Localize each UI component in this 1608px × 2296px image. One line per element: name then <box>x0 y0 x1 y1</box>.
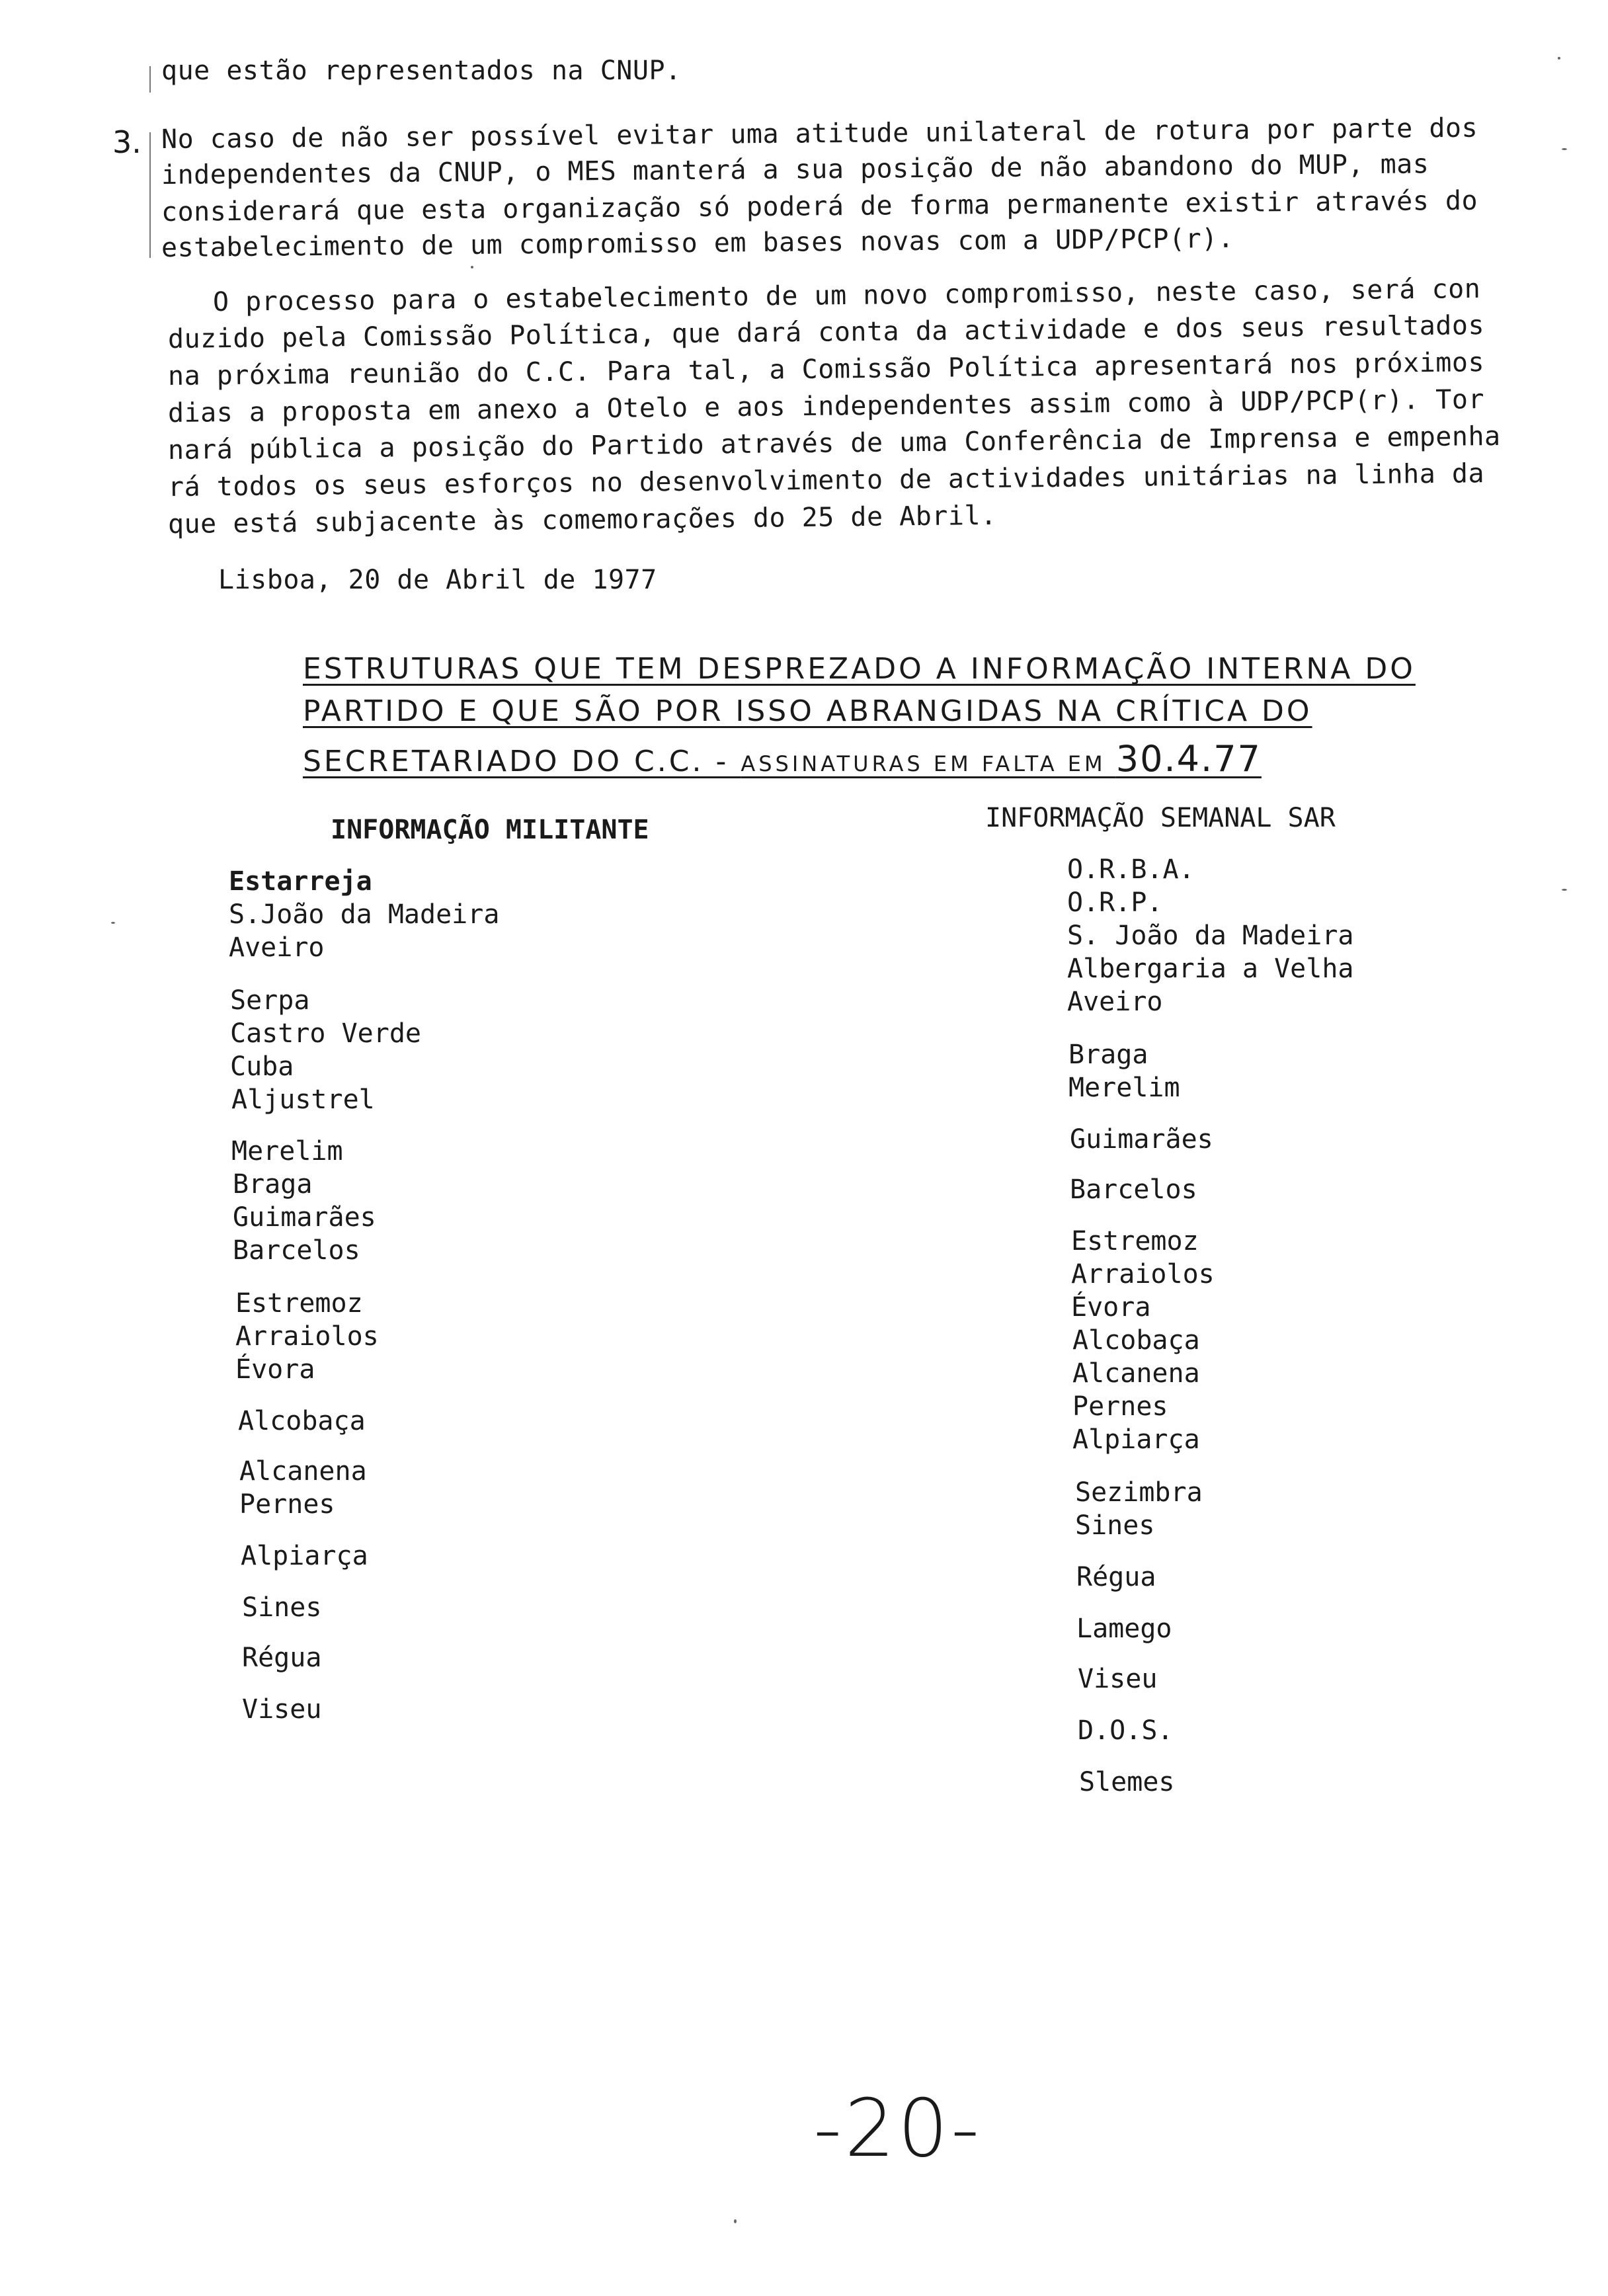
scan-speck <box>1558 57 1560 60</box>
left-list-item: Aveiro <box>229 932 325 963</box>
left-list-item: Estarreja <box>229 866 372 897</box>
right-list-item: Régua <box>1076 1562 1156 1592</box>
right-list-item: Alpiarça <box>1072 1424 1200 1455</box>
left-list-item: Braga <box>233 1169 313 1200</box>
paragraph-line: dias a proposta em anexo a Otelo e aos independentes assim como à UDP/PCP(r). Tor <box>167 384 1485 429</box>
right-list-item: O.R.P. <box>1067 887 1163 918</box>
margin-mark <box>149 132 151 258</box>
left-list-item: Castro Verde <box>230 1018 421 1049</box>
left-list-item: Alpiarça <box>241 1541 368 1571</box>
right-list-item: D.O.S. <box>1078 1715 1174 1746</box>
left-list-item: Merelim <box>231 1136 343 1167</box>
right-list-item: Évora <box>1071 1292 1151 1323</box>
right-list-item: S. João da Madeira <box>1067 921 1354 951</box>
left-list-item: Sines <box>242 1592 322 1623</box>
title-line-2: PARTIDO E QUE SÃO POR ISSO ABRANGIDAS NA CRÍTICA DO <box>303 694 1312 728</box>
paragraph-line: nará pública a posição do Partido através de uma Conferência de Imprensa e empenha <box>167 421 1501 466</box>
margin-mark <box>149 66 151 93</box>
item3-line: estabelecimento de um compromisso em bases novas com a UDP/PCP(r). <box>161 223 1234 263</box>
date-line: Lisboa, 20 de Abril de 1977 <box>218 565 657 595</box>
right-list-item: Estremoz <box>1071 1226 1199 1256</box>
left-list-item: Viseu <box>242 1694 322 1725</box>
left-list-item: Aljustrel <box>231 1085 375 1115</box>
left-list-item: Estremoz <box>235 1288 363 1319</box>
right-list-item: Sezimbra <box>1075 1477 1203 1508</box>
item-number: 3. <box>112 124 141 160</box>
opening-line: que estão representados na CNUP. <box>161 56 682 86</box>
paragraph-line: O processo para o estabelecimento de um novo compromisso, neste caso, será con <box>212 273 1481 317</box>
right-list-item: Barcelos <box>1070 1174 1197 1205</box>
left-list-item: S.João da Madeira <box>229 899 500 930</box>
scan-speck <box>1562 148 1567 150</box>
left-list-item: Serpa <box>230 985 310 1016</box>
right-list-item: Slemes <box>1079 1767 1175 1797</box>
right-list-item: Merelim <box>1068 1073 1180 1103</box>
right-column-heading: INFORMAÇÃO SEMANAL SAR <box>985 803 1336 833</box>
title-line-3-small: ASSINATURAS EM FALTA EM <box>741 751 1116 776</box>
left-list-item: Cuba <box>230 1051 294 1082</box>
paragraph-line: que está subjacente às comemorações do 25 de Abril. <box>167 500 997 540</box>
item3-line: independentes da CNUP, o MES manterá a sua posição de não abandono do MUP, mas <box>161 149 1429 190</box>
right-list-item: Lamego <box>1076 1614 1172 1644</box>
right-list-item: Viseu <box>1078 1664 1158 1694</box>
left-list-item: Évora <box>235 1354 315 1385</box>
right-list-item: Albergaria a Velha <box>1067 954 1354 984</box>
scan-speck <box>1562 889 1567 891</box>
left-list-item: Arraiolos <box>235 1321 379 1352</box>
title-line-3-main: SECRETARIADO DO C.C. - <box>303 745 741 778</box>
page-number: -20- <box>813 2083 983 2175</box>
left-list-item: Pernes <box>239 1489 335 1520</box>
right-list-item: Arraiolos <box>1071 1259 1215 1290</box>
scan-speck <box>471 266 473 268</box>
right-list-item: Aveiro <box>1067 987 1163 1017</box>
scan-speck <box>734 2219 737 2223</box>
title-line-1: ESTRUTURAS QUE TEM DESPREZADO A INFORMAÇÃO INTERNA DO <box>303 652 1416 686</box>
left-list-item: Barcelos <box>233 1235 360 1266</box>
paragraph-line: rá todos os seus esforços no desenvolvimento de actividades unitárias na linha da <box>167 458 1485 503</box>
left-column-heading: INFORMAÇÃO MILITANTE <box>331 815 649 845</box>
paragraph-line: duzido pela Comissão Política, que dará conta da actividade e dos seus resultados <box>167 310 1485 354</box>
left-list-item: Régua <box>242 1643 322 1673</box>
left-list-item: Alcanena <box>239 1456 367 1487</box>
right-list-item: Sines <box>1075 1510 1155 1541</box>
scan-speck <box>111 922 115 924</box>
right-list-item: Braga <box>1068 1040 1148 1070</box>
right-list-item: Alcobaça <box>1072 1325 1200 1356</box>
paragraph-line: na próxima reunião do C.C. Para tal, a Comissão Política apresentará nos próximos <box>167 347 1485 391</box>
title-line-3-date: 30.4.77 <box>1115 738 1262 780</box>
left-list-item: Guimarães <box>233 1202 376 1233</box>
right-list-item: Pernes <box>1072 1391 1168 1422</box>
right-list-item: O.R.B.A. <box>1067 854 1195 885</box>
title-line-3 <box>303 738 1262 780</box>
item3-line: considerará que esta organização só poderá de forma permanente existir através do <box>161 185 1478 227</box>
item3-line: No caso de não ser possível evitar uma atitude unilateral de rotura por parte dos <box>161 112 1478 155</box>
right-list-item: Guimarães <box>1070 1124 1213 1155</box>
right-list-item: Alcanena <box>1072 1358 1200 1389</box>
left-list-item: Alcobaça <box>238 1406 366 1436</box>
